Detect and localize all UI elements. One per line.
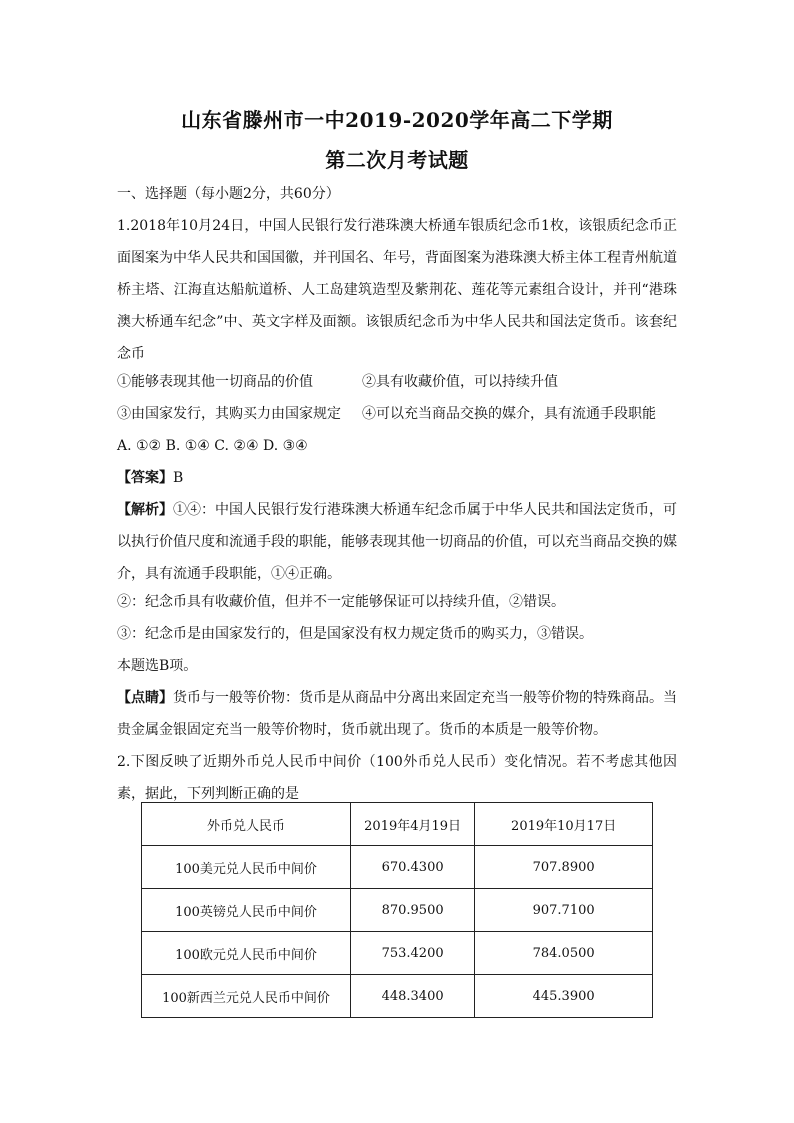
exchange-rate-table [141, 802, 653, 1018]
analysis-point-2: ②：纪念币具有收藏价值，但并不一定能够保证可以持续升值，②错误。 [117, 594, 565, 610]
tip-text: 货币与一般等价物：货币是从商品中分离出来固定充当一般等价物的特殊商品。当贵金属金银固定充当一般等价物时，货币就出现了。货币的本质是一般等价物。 [117, 690, 677, 738]
table-header: 2019年10月17日 [475, 803, 653, 846]
document-title: 山东省滕州市一中2019-2020学年高二下学期 [181, 108, 613, 132]
table-row [142, 846, 653, 889]
table-cell: 100欧元兑人民币中间价 [142, 932, 351, 975]
document-subtitle: 第二次月考试题 [325, 148, 469, 172]
answer-line [117, 468, 183, 488]
table-row [142, 889, 653, 932]
option-3: ③由国家发行，其购买力由国家规定 [117, 406, 341, 422]
table-cell: 100英镑兑人民币中间价 [142, 889, 351, 932]
table-cell: 670.4300 [350, 846, 474, 889]
section-header: 一、选择题（每小题2分，共60分） [117, 186, 340, 202]
table-header: 外币兑人民币 [142, 803, 351, 846]
answer-choices: A. ①② B. ①④ C. ②④ D. ③④ [117, 438, 308, 454]
analysis-label: 【解析】 [117, 502, 173, 518]
option-1: ①能够表现其他一切商品的价值 [117, 374, 313, 390]
tip-paragraph [117, 682, 677, 746]
table-cell: 870.9500 [350, 889, 474, 932]
table-cell: 100新西兰元兑人民币中间价 [142, 975, 351, 1018]
tip-label: 【点睛】 [117, 690, 173, 706]
table-cell: 707.8900 [475, 846, 653, 889]
table-row [142, 932, 653, 975]
question-1-stem: 1.2018年10月24日，中国人民银行发行港珠澳大桥通车银质纪念币1枚，该银质纪念币正面图案为中华人民共和国国徽，并刊国名、年号，背面图案为港珠澳大桥主体工程青州航道桥主塔、江海直达船航道桥、人工岛建筑造型及紫荆花、莲花等元素组合设计，并刊“港珠澳大桥通车纪念”中、英文字样及面额。该银质纪念币为中华人民共和国法定货币。该套纪念币 [117, 218, 677, 362]
analysis-point-3: ③：纪念币是由国家发行的，但是国家没有权力规定货币的购买力，③错误。 [117, 626, 593, 642]
option-2: ②具有收藏价值，可以持续升值 [362, 374, 558, 390]
analysis-paragraph [117, 494, 677, 590]
answer-label: 【答案】 [117, 470, 173, 486]
table-cell: 100美元兑人民币中间价 [142, 846, 351, 889]
table-header: 2019年4月19日 [350, 803, 474, 846]
question-2-stem: 2.下图反映了近期外币兑人民币中间价（100外币兑人民币）变化情况。若不考虑其他因素，据此，下列判断正确的是 [117, 754, 677, 802]
table-header-row [142, 803, 653, 846]
option-4: ④可以充当商品交换的媒介，具有流通手段职能 [362, 406, 656, 422]
table-cell: 448.3400 [350, 975, 474, 1018]
analysis-text: ①④：中国人民银行发行港珠澳大桥通车纪念币属于中华人民共和国法定货币，可以执行价值尺度和流通手段的职能，能够表现其他一切商品的价值，可以充当商品交换的媒介，具有流通手段职能，①④正确。 [117, 502, 677, 582]
conclusion: 本题选B项。 [117, 658, 198, 674]
answer-value: B [173, 470, 184, 486]
table-cell: 753.4200 [350, 932, 474, 975]
table-cell: 907.7100 [475, 889, 653, 932]
table-cell: 784.0500 [475, 932, 653, 975]
table-row [142, 975, 653, 1018]
table-cell: 445.3900 [475, 975, 653, 1018]
